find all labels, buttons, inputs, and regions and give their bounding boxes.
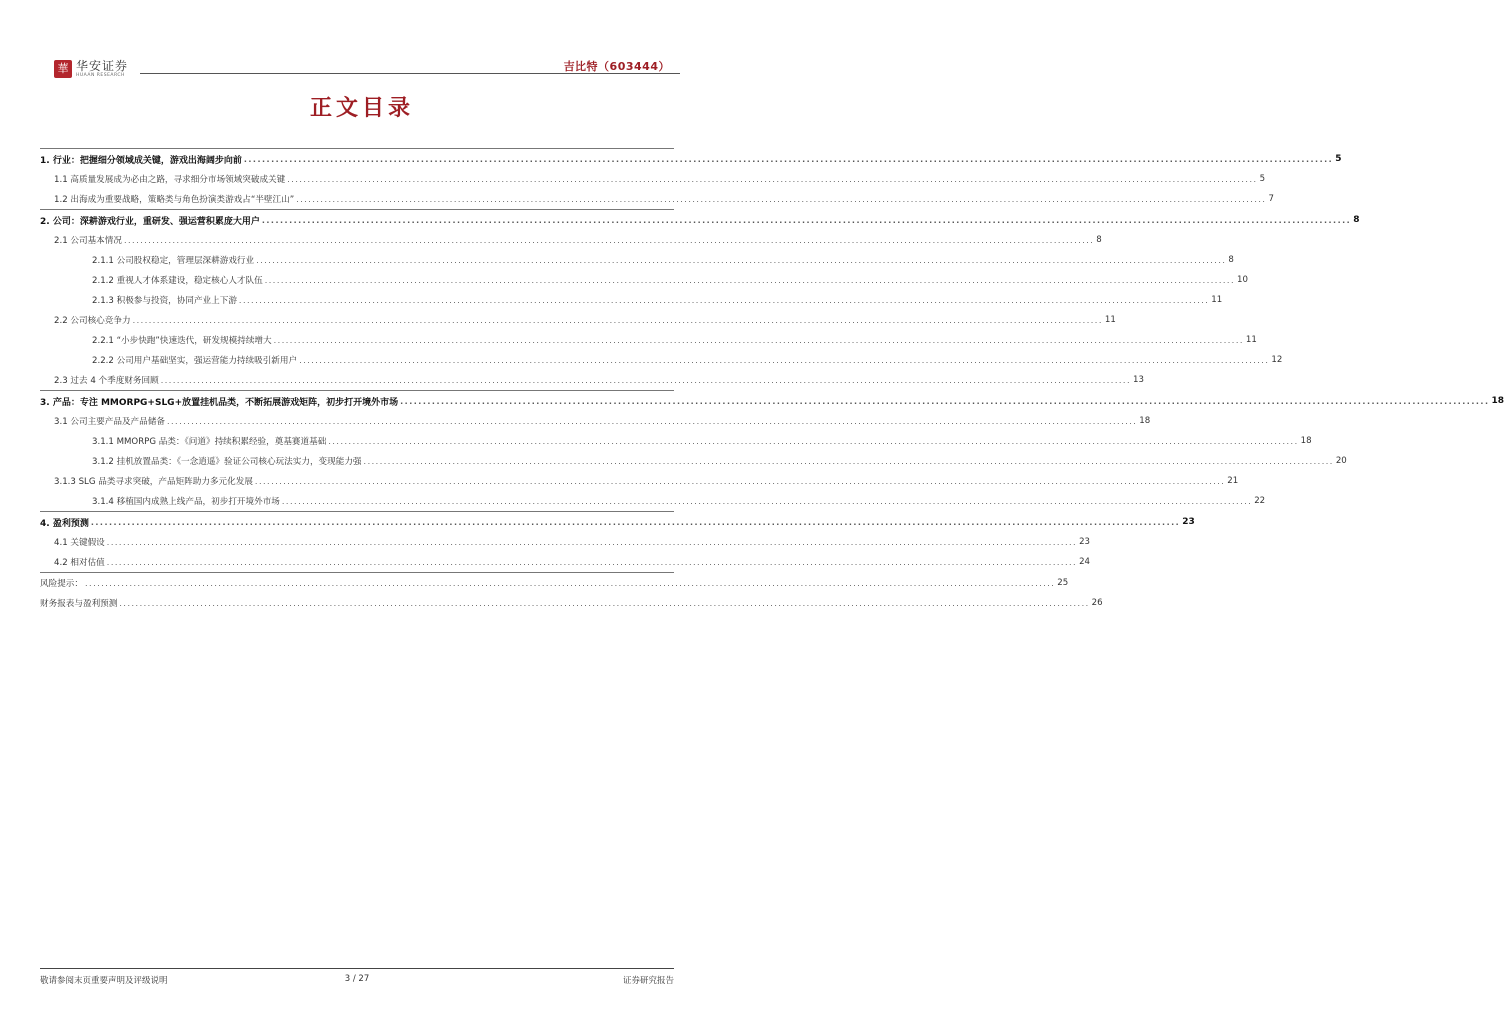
toc-entry-label: 3.1.2 挂机放置品类：《一念逍遥》验证公司核心玩法实力，变现能力强 bbox=[92, 457, 362, 467]
header-divider bbox=[140, 73, 680, 74]
toc-leader-dots bbox=[364, 457, 1334, 466]
toc-leader-dots bbox=[282, 497, 1252, 506]
toc-entry[interactable] bbox=[40, 471, 1239, 491]
toc-entry-label: 3. 产品：专注 MMORPG+SLG+放置挂机品类，不断拓展游戏矩阵，初步打开境外市场 bbox=[40, 397, 399, 408]
toc-entry[interactable] bbox=[40, 552, 1091, 572]
toc-entry[interactable] bbox=[40, 189, 1274, 209]
toc-entry-page: 23 bbox=[1079, 537, 1091, 547]
toc-entry[interactable] bbox=[40, 451, 1347, 471]
toc-entry[interactable] bbox=[40, 350, 1283, 370]
toc-entry[interactable] bbox=[40, 310, 1116, 330]
toc-entry-label: 4.1 关键假设 bbox=[54, 538, 105, 548]
logo-seal-icon: 華 bbox=[54, 60, 72, 78]
toc-entry[interactable] bbox=[40, 149, 1342, 169]
toc-entry-page: 23 bbox=[1182, 517, 1195, 527]
toc-entry-page: 18 bbox=[1300, 436, 1312, 446]
toc-entry-label: 2.2 公司核心竞争力 bbox=[54, 316, 131, 326]
toc-entry[interactable] bbox=[40, 593, 1103, 613]
toc-entry-page: 7 bbox=[1268, 194, 1274, 204]
toc-entry-page: 26 bbox=[1091, 598, 1103, 608]
toc-leader-dots bbox=[244, 155, 1333, 164]
toc-entry-page: 20 bbox=[1335, 456, 1347, 466]
toc-entry[interactable] bbox=[40, 491, 1266, 511]
toc-entry[interactable] bbox=[40, 532, 1091, 552]
toc-entry[interactable] bbox=[40, 431, 1312, 451]
toc-entry[interactable] bbox=[40, 270, 1248, 290]
toc-entry[interactable] bbox=[40, 330, 1257, 350]
toc-entry-label: 2.2.2 公司用户基础坚实，强运营能力持续吸引新用户 bbox=[92, 356, 298, 366]
toc-entry-page: 11 bbox=[1104, 315, 1116, 325]
toc-entry-page: 11 bbox=[1245, 335, 1257, 345]
toc-entry-label: 2. 公司：深耕游戏行业，重研发、强运营积累庞大用户 bbox=[40, 216, 260, 227]
toc-leader-dots bbox=[262, 216, 1351, 225]
toc-leader-dots bbox=[107, 538, 1077, 547]
toc-entry-label: 财务报表与盈利预测 bbox=[40, 599, 118, 609]
toc-entry[interactable] bbox=[40, 411, 1151, 431]
toc-entry-page: 11 bbox=[1211, 295, 1223, 305]
company-name: 吉比特（603444） bbox=[563, 60, 670, 73]
toc-entry-label: 4.2 相对估值 bbox=[54, 558, 105, 568]
toc-leader-dots bbox=[400, 397, 1489, 406]
logo-text-en: HUAAN RESEARCH bbox=[76, 73, 125, 78]
toc-entry[interactable] bbox=[40, 512, 1195, 532]
footer-disclaimer: 敬请参阅末页重要声明及评级说明 bbox=[40, 976, 168, 986]
logo-text-cn: 华安证券 bbox=[76, 59, 129, 73]
toc-entry[interactable] bbox=[40, 250, 1234, 270]
toc-entry[interactable] bbox=[40, 370, 1144, 390]
toc-entry-label: 2.1.2 重视人才体系建设，稳定核心人才队伍 bbox=[92, 276, 263, 286]
toc-entry-label: 2.1.3 积极参与投资，协同产业上下游 bbox=[92, 296, 237, 306]
toc-entry-page: 5 bbox=[1259, 174, 1266, 184]
toc-leader-dots bbox=[239, 296, 1209, 305]
toc-leader-dots bbox=[124, 236, 1094, 245]
toc-leader-dots bbox=[107, 558, 1077, 567]
toc-leader-dots bbox=[299, 356, 1269, 365]
toc-leader-dots bbox=[133, 316, 1103, 325]
table-of-contents bbox=[40, 148, 1504, 613]
footer-page-number: 3 / 27 bbox=[344, 974, 370, 984]
toc-entry-label: 4. 盈利预测 bbox=[40, 518, 89, 529]
toc-entry-label: 3.1.1 MMORPG 品类：《问道》持续积累经验，奠基赛道基础 bbox=[92, 437, 327, 447]
toc-entry-page: 22 bbox=[1254, 496, 1266, 506]
toc-entry-page: 21 bbox=[1227, 476, 1239, 486]
toc-entry[interactable] bbox=[40, 169, 1266, 189]
page-title: 正文目录 bbox=[309, 95, 414, 121]
toc-entry-page: 10 bbox=[1237, 275, 1248, 285]
toc-entry-page: 5 bbox=[1335, 154, 1342, 164]
toc-entry-label: 风险提示： bbox=[40, 579, 83, 589]
toc-entry[interactable] bbox=[40, 230, 1102, 250]
toc-entry-page: 18 bbox=[1491, 396, 1504, 406]
huaan-logo bbox=[54, 60, 128, 79]
toc-leader-dots bbox=[274, 336, 1244, 345]
toc-leader-dots bbox=[167, 417, 1137, 426]
footer-report-type: 证券研究报告 bbox=[622, 976, 674, 986]
toc-leader-dots bbox=[91, 518, 1180, 527]
toc-leader-dots bbox=[328, 437, 1298, 446]
toc-entry-label: 2.2.1 “小步快跑”快速迭代，研发规模持续增大 bbox=[92, 336, 272, 346]
toc-leader-dots bbox=[85, 579, 1055, 588]
toc-entry-label: 3.1 公司主要产品及产品储备 bbox=[54, 417, 165, 427]
page-header bbox=[40, 58, 680, 82]
toc-leader-dots bbox=[296, 195, 1266, 204]
page-footer bbox=[40, 968, 674, 985]
toc-entry-label: 2.3 过去 4 个季度财务回顾 bbox=[54, 376, 159, 386]
toc-entry-page: 18 bbox=[1139, 416, 1151, 426]
toc-entry[interactable] bbox=[40, 210, 1360, 230]
toc-entry-label: 2.1.1 公司股权稳定，管理层深耕游戏行业 bbox=[92, 256, 255, 266]
toc-entry-label: 1.2 出海成为重要战略，策略类与角色扮演类游戏占“半壁江山” bbox=[54, 195, 295, 205]
toc-leader-dots bbox=[287, 175, 1257, 184]
toc-entry-label: 1. 行业：把握细分领域成关键，游戏出海阔步向前 bbox=[40, 155, 242, 166]
toc-entry-page: 13 bbox=[1133, 375, 1144, 385]
toc-entry-page: 25 bbox=[1057, 578, 1069, 588]
toc-entry-page: 24 bbox=[1079, 557, 1091, 567]
toc-entry[interactable] bbox=[40, 290, 1223, 310]
toc-leader-dots bbox=[255, 477, 1225, 486]
toc-leader-dots bbox=[161, 376, 1131, 385]
toc-entry[interactable] bbox=[40, 391, 1504, 411]
toc-entry-page: 12 bbox=[1271, 355, 1283, 365]
toc-entry-label: 2.1 公司基本情况 bbox=[54, 236, 122, 246]
toc-entry-page: 8 bbox=[1353, 215, 1360, 225]
toc-entry-label: 3.1.3 SLG 品类寻求突破，产品矩阵助力多元化发展 bbox=[54, 477, 253, 487]
toc-entry-label: 3.1.4 移植国内成熟上线产品，初步打开境外市场 bbox=[92, 497, 280, 507]
toc-entry-page: 8 bbox=[1096, 235, 1102, 245]
toc-leader-dots bbox=[265, 276, 1235, 285]
toc-leader-dots bbox=[119, 599, 1089, 608]
toc-leader-dots bbox=[256, 256, 1226, 265]
toc-entry-label: 1.1 高质量发展成为必由之路，寻求细分市场领域突破成关键 bbox=[54, 175, 286, 185]
toc-entry[interactable] bbox=[40, 573, 1069, 593]
toc-entry-page: 8 bbox=[1228, 255, 1234, 265]
